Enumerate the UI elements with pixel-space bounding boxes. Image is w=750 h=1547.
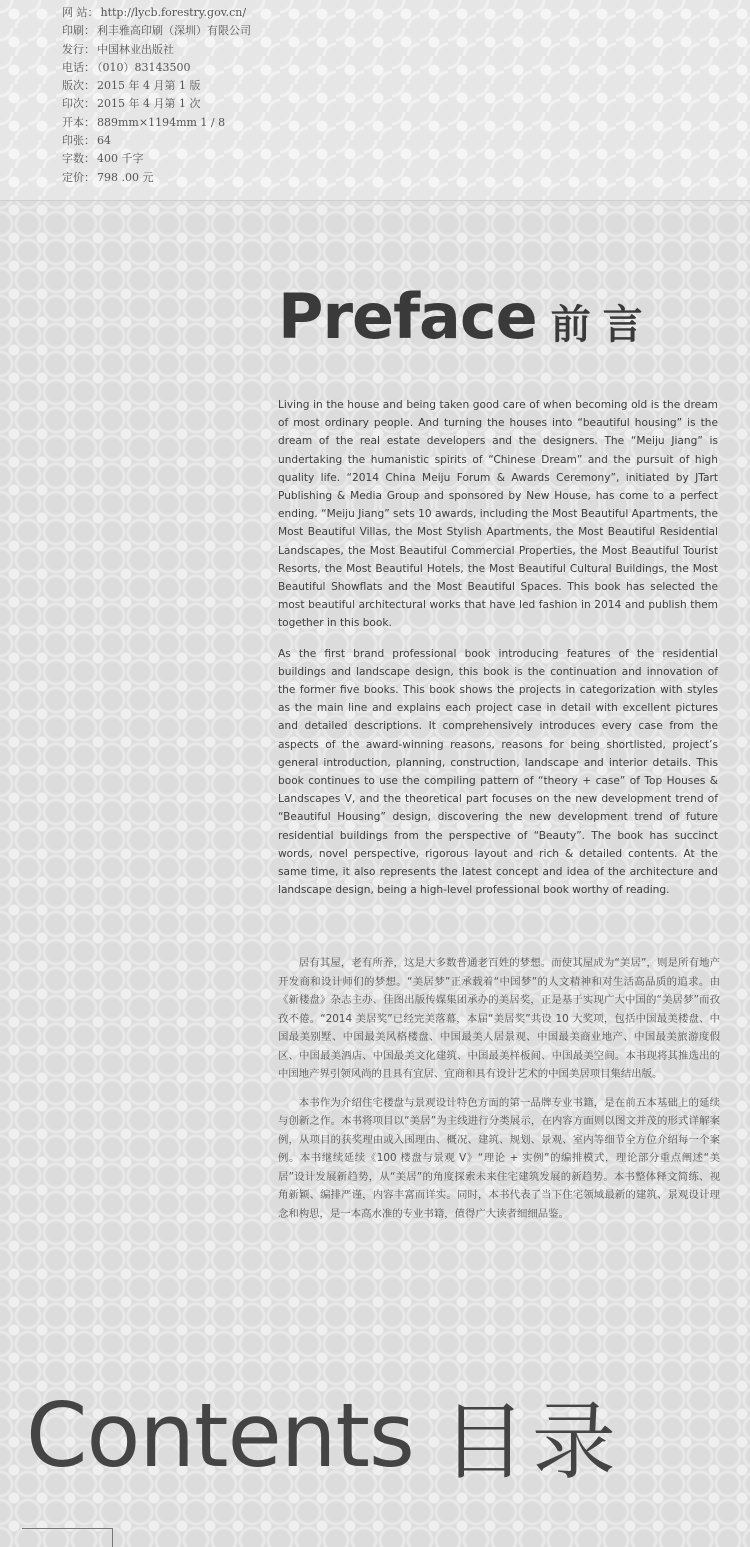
imprint-value: （010）83143500 [97, 60, 191, 74]
preface-paragraph: As the first brand professional book introducing features of the residential buildings and landscape design, this book is the continuation and innovation of the former five books. This book shows the projects in categorization with styles as the main line and explains each project case in detail with excellent pictures and detailed descriptions. It comprehensively introduces every case from the aspects of the award-winning reasons, reasons for being shortlisted, project’s general introduction, planning, construction, landscape and interior details. This book continues to use the compiling pattern of “theory + case” of Top Houses & Landscapes V, and the theoretical part focuses on the new development trend of “Beautiful Housing” design, discovering the new development trend of future residential buildings from the perspective of “Beauty”. The book has succinct words, novel perspective, rigorous layout and rich & detailed contents. At the same time, it also represents the latest concept and idea of the architecture and landscape design, being a high-level professional book worthy of reading. [278, 647, 718, 897]
preface-heading [278, 280, 655, 370]
preface-paragraph-zh: 居有其屋，老有所养，这是大多数普通老百姓的梦想。而使其屋成为“美居”，则是所有地产开发商和设计师们的梦想。“美居梦”正承载着“中国梦”的人文精神和对生活高品质的追求。由《新楼盘》杂志主办、佳图出版传媒集团承办的美居奖，正是基于实现广大中国的“美居梦”而孜孜不倦。“2014 美居奖”已经完美落幕，本届“美居奖”共设 10 大奖项，包括中国最美楼盘、中国最美别墅、中国最美风格楼盘、中国最美人居景观、中国最美商业地产、中国最美旅游度假区、中国最美酒店、中国最美文化建筑、中国最美样板间、中国最美空间。本书现将其推选出的中国地产界引领风尚的且具有宜居、宜商和具有设计艺术的中国美居项目集结出版。 [278, 957, 720, 1080]
preface-title-zh: 前言 [550, 302, 655, 348]
imprint-label: 定价： [62, 170, 95, 184]
imprint-value: 64 [97, 134, 111, 148]
preface-paragraph-zh: 本书作为介绍住宅楼盘与景观设计特色方面的第一品牌专业书籍，是在前五本基础上的延续与创新之作。本书将项目以“美居”为主线进行分类展示，在内容方面则以图文并茂的形式详解案例，从项目的获奖理由或入围理由、概况、建筑、规划、景观、室内等细节全方位介绍每一个案例。本书继续延续《100 楼盘与景观 V》“理论 + 实例”的编排模式，理论部分重点阐述“美居”设计发展新趋势，从“美居”的角度探索未来住宅建筑发展的新趋势。本书整体释文简练、视角新颖、编排严谨，内容丰富而详实。同时，本书代表了当下住宅领域最新的建筑、景观设计理念和构思，是一本高水准的专业书籍，值得广大读者细细品鉴。 [278, 1096, 720, 1220]
preface-body-zh [278, 954, 720, 1233]
preface-paragraph: Living in the house and being taken good care of when becoming old is the dream of most ordinary people. And turning the houses into “beautiful housing” is the dream of the real estate developers and the designers. The “Meiju Jiang” is undertaking the humanistic spirits of “Chinese Dream” and the pursuit of high quality life. “2014 China Meiju Forum & Awards Ceremony”, initiated by JTart Publishing & Media Group and sponsored by New House, has come to a perfect ending. “Meiju Jiang” sets 10 awards, including the Most Beautiful Apartments, the Most Beautiful Villas, the Most Stylish Apartments, the Most Beautiful Residential Landscapes, the Most Beautiful Commercial Properties, the Most Beautiful Tourist Resorts, the Most Beautiful Hotels, the Most Beautiful Cultural Buildings, the Most Beautiful Showflats and the Most Beautiful Spaces. This book has selected the most beautiful architectural works that have led fashion in 2014 and publish them together in this book. [278, 399, 718, 630]
imprint-label: 发行： [62, 42, 95, 56]
imprint-value: 利丰雅高印刷（深圳）有限公司 [97, 24, 251, 38]
imprint-label: 印次： [62, 97, 95, 111]
imprint-label: 印刷： [62, 24, 95, 38]
imprint-list [62, 4, 251, 187]
imprint-value: 中国林业出版社 [97, 42, 174, 56]
imprint-value: 889mm×1194mm 1 / 8 [97, 115, 226, 129]
preface-title-en: Preface [278, 280, 537, 353]
imprint-value: 400 千字 [97, 152, 144, 166]
imprint-label: 网 站： [62, 6, 99, 19]
imprint-line [62, 22, 251, 40]
imprint-value: 2015 年 4 月第 1 版 [97, 79, 201, 93]
imprint-line [62, 114, 251, 132]
imprint-value: 2015 年 4 月第 1 次 [97, 97, 201, 111]
imprint-line [62, 41, 251, 59]
imprint-line [62, 169, 251, 187]
imprint-line [62, 95, 251, 113]
imprint-label: 开本： [62, 115, 95, 129]
imprint-line [62, 77, 251, 95]
contents-title-en: Contents [26, 1383, 414, 1487]
imprint-label: 字数： [62, 152, 95, 166]
imprint-value: 798 .00 元 [97, 170, 154, 184]
imprint-line [62, 4, 251, 22]
imprint-line [62, 59, 251, 77]
contents-title-zh: 目录 [441, 1392, 622, 1491]
preface-body-en [278, 396, 718, 911]
imprint-value: http://lycb.forestry.gov.cn/ [100, 6, 247, 19]
bottom-rule [22, 1528, 113, 1547]
imprint-label: 电话： [62, 60, 95, 74]
imprint-block [0, 0, 750, 201]
imprint-line [62, 150, 251, 168]
imprint-label: 版次： [62, 79, 95, 93]
imprint-line [62, 132, 251, 150]
contents-heading [26, 1380, 622, 1490]
imprint-label: 印张： [62, 134, 95, 148]
